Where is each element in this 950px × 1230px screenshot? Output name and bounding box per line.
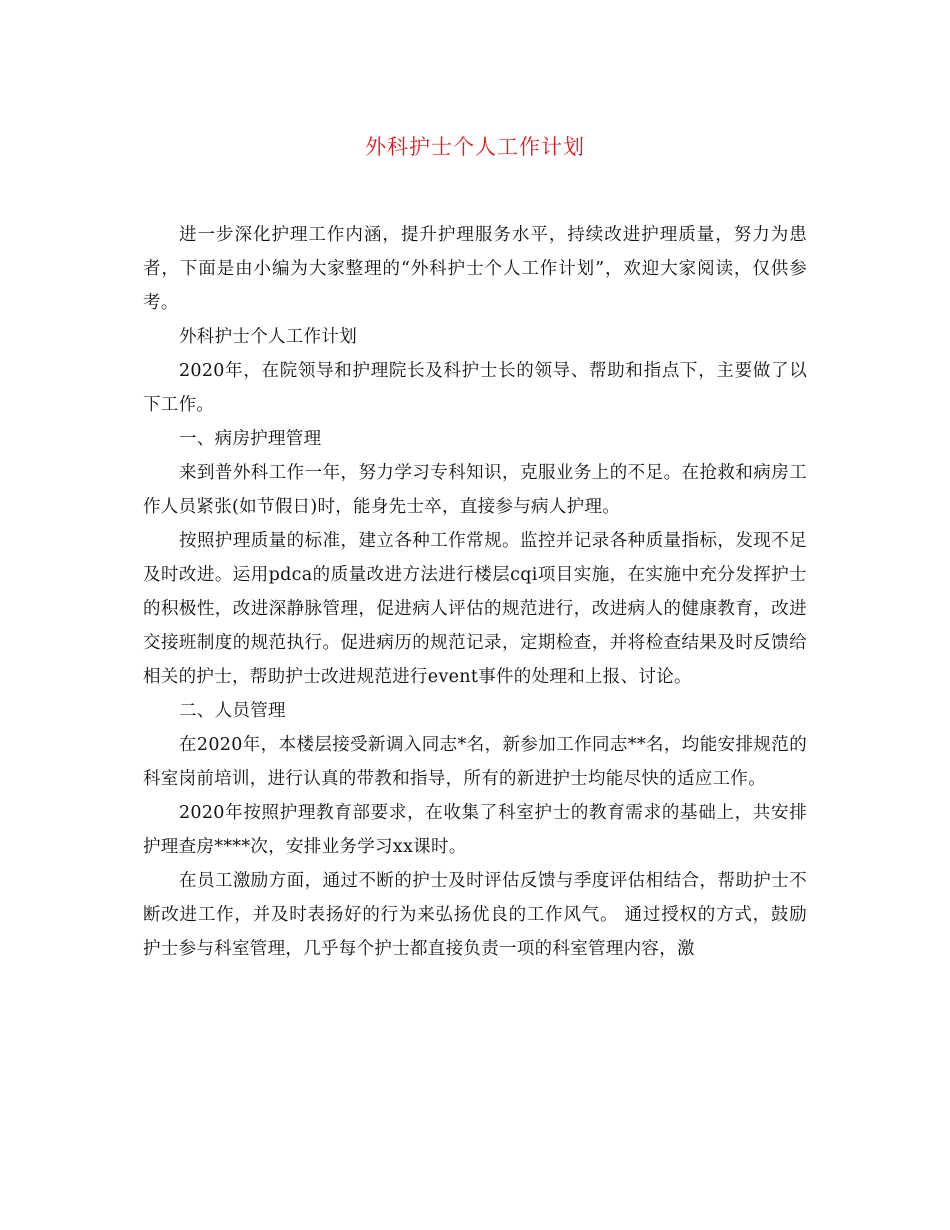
document-body bbox=[143, 218, 807, 966]
section-heading-staff-management: 二、人员管理 bbox=[179, 701, 286, 721]
paragraph-intro: 进一步深化护理工作内涵，提升护理服务水平，持续改进护理质量，努力为患者，下面是由小编为大家整理的“外科护士个人工作计划”，欢迎大家阅读，仅供参考。 bbox=[143, 225, 807, 313]
paragraph-ward-work: 来到普外科工作一年，努力学习专科知识，克服业务上的不足。在抢救和病房工作人员紧张(如节假日)时，能身先士卒，直接参与病人护理。 bbox=[143, 463, 807, 517]
paragraph-incentives: 在员工激励方面，通过不断的护士及时评估反馈与季度评估相结合，帮助护士不断改进工作，并及时表扬好的行为来弘扬优良的工作风气。 通过授权的方式，鼓励护士参与科室管理，几乎每个护士都直接负责一项的科室管理内容，激 bbox=[143, 871, 807, 959]
paragraph-2020-summary: 2020年，在院领导和护理院长及科护士长的领导、帮助和指点下，主要做了以下工作。 bbox=[143, 361, 807, 415]
paragraph-quality-standards: 按照护理质量的标准，建立各种工作常规。监控并记录各种质量指标，发现不足及时改进。运用pdca的质量改进方法进行楼层cqi项目实施，在实施中充分发挥护士的积极性，改进深静脉管理，促进病人评估的规范进行，改进病人的健康教育，改进交接班制度的规范执行。促进病历的规范记录，定期检查，并将检查结果及时反馈给相关的护士，帮助护士改进规范进行event事件的处理和上报、讨论。 bbox=[143, 531, 807, 687]
paragraph-subtitle: 外科护士个人工作计划 bbox=[179, 327, 357, 347]
paragraph-new-staff: 在2020年，本楼层接受新调入同志*名，新参加工作同志**名，均能安排规范的科室岗前培训，进行认真的带教和指导，所有的新进护士均能尽快的适应工作。 bbox=[143, 735, 807, 789]
section-heading-ward-management: 一、病房护理管理 bbox=[179, 429, 322, 449]
document-title: 外科护士个人工作计划 bbox=[365, 135, 585, 159]
paragraph-education: 2020年按照护理教育部要求，在收集了科室护士的教育需求的基础上，共安排护理查房****次，安排业务学习xx课时。 bbox=[143, 803, 807, 857]
